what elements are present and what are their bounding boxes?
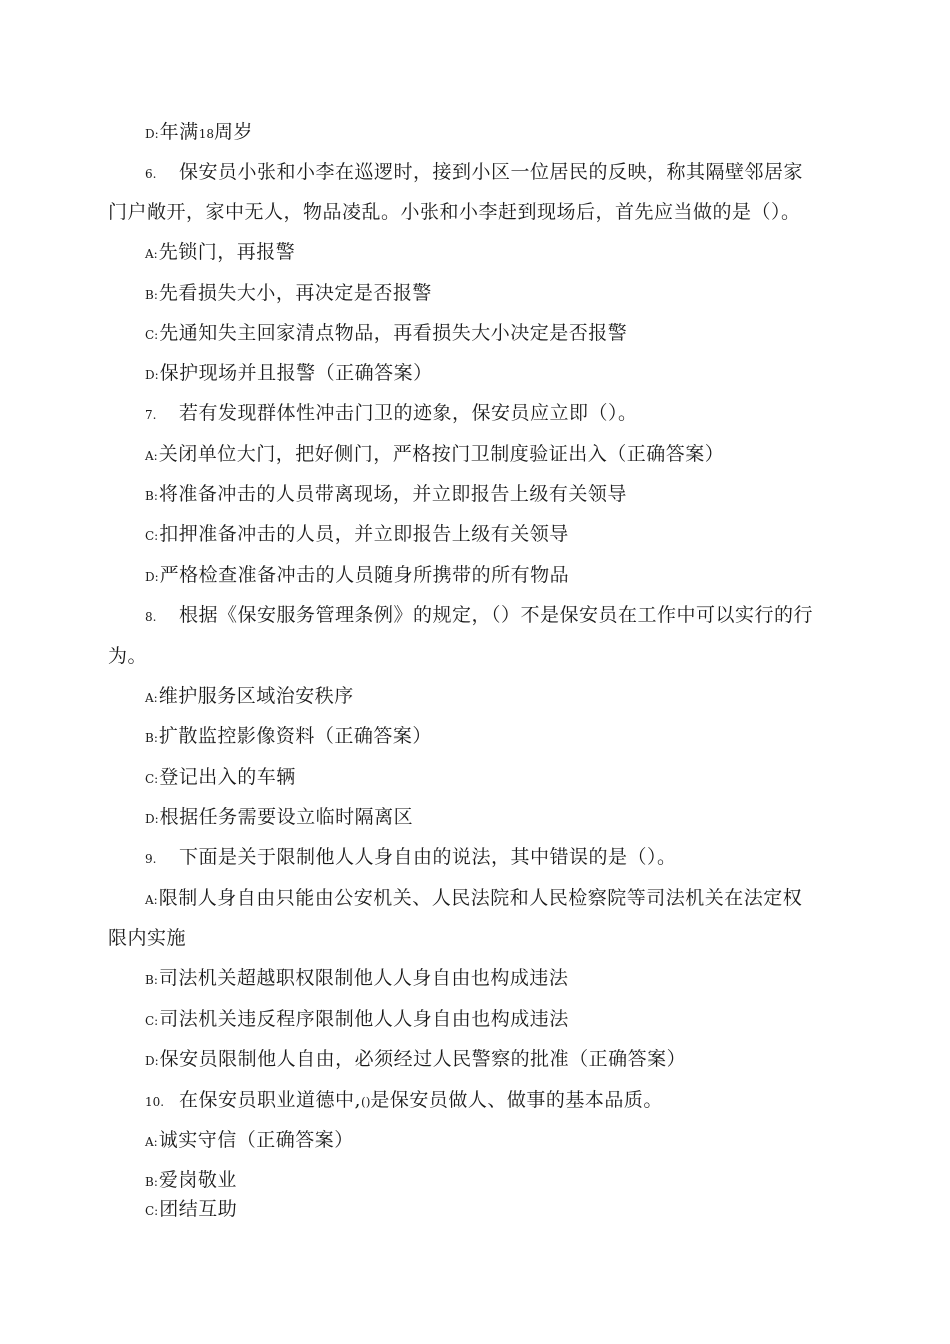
option-line [145, 966, 568, 992]
option-prefix: B: [145, 1175, 158, 1189]
option-line [145, 522, 569, 548]
option-prefix: D: [145, 127, 159, 141]
question-continuation [108, 644, 147, 668]
question-number: 10. [145, 1095, 165, 1109]
question-number: 7. [145, 408, 157, 422]
question-text: 下面是关于限制他人人身自由的说法，其中错误的是（）。 [179, 846, 677, 868]
question-line [145, 1088, 663, 1114]
option-text: 司法机关超越职权限制他人人身自由也构成违法 [158, 967, 569, 989]
option-text: 严格检查准备冲击的人员随身所携带的所有物品 [159, 564, 570, 586]
option-line [145, 321, 627, 347]
option-prefix: C: [145, 328, 159, 342]
option-prefix: A: [145, 449, 158, 463]
option-line [145, 1197, 237, 1223]
option-text: 扩散监控影像资料（正确答案） [158, 725, 432, 747]
option-line [145, 1007, 569, 1033]
option-line [145, 442, 724, 468]
option-text: 限内实施 [108, 927, 187, 949]
question-line [145, 401, 638, 427]
option-prefix: B: [145, 731, 158, 745]
question-number: 6. [145, 167, 157, 181]
option-continuation [108, 926, 186, 950]
option-prefix: B: [145, 489, 158, 503]
option-line [145, 563, 569, 589]
option-text: 关闭单位大门，把好侧门，严格按门卫制度验证出入（正确答案） [158, 443, 725, 465]
option-text: 将准备冲击的人员带离现场，并立即报告上级有关领导 [158, 483, 627, 505]
option-text: 周岁 [213, 121, 253, 143]
option-text: 登记出入的车辆 [159, 766, 296, 788]
question-text: 是保安员做人、做事的基本品质。 [370, 1089, 663, 1111]
option-prefix: D: [145, 368, 159, 382]
question-number: 8. [145, 610, 157, 624]
option-prefix: A: [145, 893, 158, 907]
option-prefix: C: [145, 529, 159, 543]
option-prefix: C: [145, 1014, 159, 1028]
option-line [145, 886, 802, 912]
option-prefix: D: [145, 570, 159, 584]
question-text: 根据《保安服务管理条例》的规定，（）不是保安员在工作中可以实行的行 [179, 604, 814, 626]
option-line [145, 805, 413, 831]
option-text: 先通知失主回家清点物品，再看损失大小决定是否报警 [159, 322, 628, 344]
option-prefix: B: [145, 973, 158, 987]
option-line [145, 1128, 354, 1154]
question-line [145, 603, 813, 629]
option-line [145, 240, 295, 266]
option-text: 限制人身自由只能由公安机关、人民法院和人民检察院等司法机关在法定权 [158, 887, 803, 909]
option-prefix: A: [145, 691, 158, 705]
option-prefix: C: [145, 772, 159, 786]
option-text: 司法机关违反程序限制他人人身自由也构成违法 [159, 1008, 569, 1030]
option-line [145, 482, 627, 508]
question-line [145, 845, 677, 871]
option-line [145, 120, 253, 146]
option-line [145, 684, 354, 710]
question-text: 若有发现群体性冲击门卫的迹象，保安员应立即（）。 [179, 402, 638, 424]
blank-paren: () [361, 1095, 371, 1109]
option-prefix: A: [145, 1135, 158, 1149]
age-number: 18 [198, 127, 214, 141]
option-prefix: D: [145, 1054, 159, 1068]
option-text: 保护现场并且报警（正确答案） [159, 362, 433, 384]
question-number: 9. [145, 852, 157, 866]
option-line [145, 1168, 237, 1194]
option-text: 保安员限制他人自由，必须经过人民警察的批准（正确答案） [159, 1048, 687, 1070]
option-line [145, 765, 296, 791]
question-text: 为。 [108, 645, 148, 667]
option-text: 团结互助 [159, 1198, 238, 1220]
question-text: 在保安员职业道德中, [179, 1089, 362, 1111]
option-text: 先锁门，再报警 [158, 241, 296, 263]
option-prefix: A: [145, 247, 158, 261]
question-continuation [108, 200, 801, 224]
option-line [145, 361, 433, 387]
option-text: 年满 [159, 121, 199, 143]
option-line [145, 724, 432, 750]
option-text: 根据任务需要设立临时隔离区 [159, 806, 414, 828]
option-prefix: C: [145, 1204, 159, 1218]
option-text: 维护服务区域治安秩序 [158, 685, 354, 707]
option-text: 诚实守信（正确答案） [158, 1129, 354, 1151]
option-prefix: B: [145, 288, 158, 302]
option-line [145, 281, 432, 307]
option-line [145, 1047, 686, 1073]
question-text: 保安员小张和小李在巡逻时，接到小区一位居民的反映，称其隔壁邻居家 [179, 161, 804, 183]
question-line [145, 160, 803, 186]
option-text: 爱岗敬业 [158, 1169, 237, 1191]
option-text: 先看损失大小，再决定是否报警 [158, 282, 432, 304]
question-text: 门户敞开，家中无人，物品凌乱。小张和小李赶到现场后，首先应当做的是（）。 [108, 201, 801, 223]
option-prefix: D: [145, 812, 159, 826]
option-text: 扣押准备冲击的人员，并立即报告上级有关领导 [159, 523, 569, 545]
